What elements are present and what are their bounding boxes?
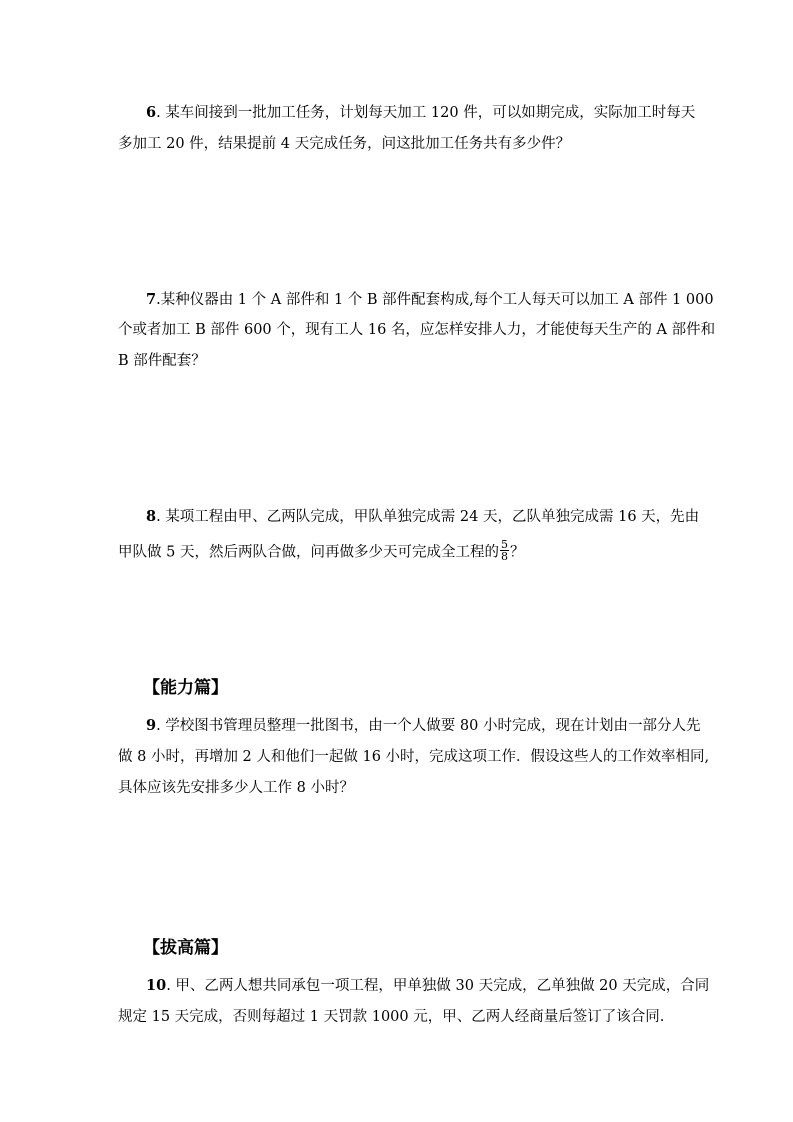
problem-text: 某车间接到一批加工任务，计划每天加工 120 件，可以如期完成，实际加工时每天 <box>165 105 696 121</box>
problem-number: 6 <box>146 104 157 121</box>
problem-number: 8 <box>146 508 157 525</box>
problem-7-line-2: 个或者加工 B 部件 600 个，现有工人 16 名，应怎样安排人力，才能使每天生产的 A 部件和 <box>118 322 716 338</box>
problem-8-line-1 <box>146 507 699 527</box>
problem-text: 某项工程由甲、乙两队完成，甲队单独完成需 24 天，乙队单独完成需 16 天，先由 <box>165 509 700 525</box>
number-separator: . <box>156 105 166 121</box>
problem-9-line-3: 具体应该先安排多少人工作 8 小时？ <box>118 780 354 796</box>
problem-7-line-3: B 部件配套？ <box>118 353 206 369</box>
problem-7-line-1 <box>146 290 714 310</box>
problem-text: 甲、乙两人想共同承包一项工程，甲单独做 30 天完成，乙单独做 20 天完成，合同 <box>175 978 710 994</box>
number-separator: . <box>156 718 166 734</box>
number-separator: . <box>156 509 166 525</box>
problem-8-line-2 <box>118 538 525 564</box>
section-heading-ability: 【能力篇】 <box>143 678 228 698</box>
problem-9-line-2: 做 8 小时，再增加 2 人和他们一起做 16 小时，完成这项工作．假设这些人的工作效率相同, <box>118 749 710 765</box>
problem-10-line-2: 规定 15 天完成，否则每超过 1 天罚款 1000 元，甲、乙两人经商量后签订了该合同. <box>118 1009 665 1025</box>
problem-number: 9 <box>146 717 157 734</box>
problem-number: 10 <box>146 977 167 994</box>
section-heading-advanced: 【拔高篇】 <box>143 938 228 958</box>
problem-text: 学校图书管理员整理一批图书，由一个人做要 80 小时完成，现在计划由一部分人先 <box>165 718 701 734</box>
problem-6-line-1 <box>146 103 695 123</box>
fraction-denominator: 8 <box>500 550 508 563</box>
problem-10-line-1 <box>146 976 709 996</box>
number-separator: . <box>166 978 176 994</box>
problem-text: 甲队做 5 天，然后两队合做，问再做多少天可完成全工程的 <box>118 544 499 561</box>
problem-6-line-2: 多加工 20 件，结果提前 4 天完成任务，问这批加工任务共有多少件？ <box>118 136 571 152</box>
number-separator: . <box>156 292 161 308</box>
problem-number: 7 <box>146 291 157 308</box>
problem-text-end: ？ <box>509 544 525 561</box>
fraction <box>500 539 509 562</box>
problem-9-line-1 <box>146 716 700 736</box>
problem-text: 某种仪器由 1 个 A 部件和 1 个 B 部件配套构成,每个工人每天可以加工 A 部件 1 000 <box>160 292 714 308</box>
fraction-numerator: 5 <box>500 538 508 551</box>
